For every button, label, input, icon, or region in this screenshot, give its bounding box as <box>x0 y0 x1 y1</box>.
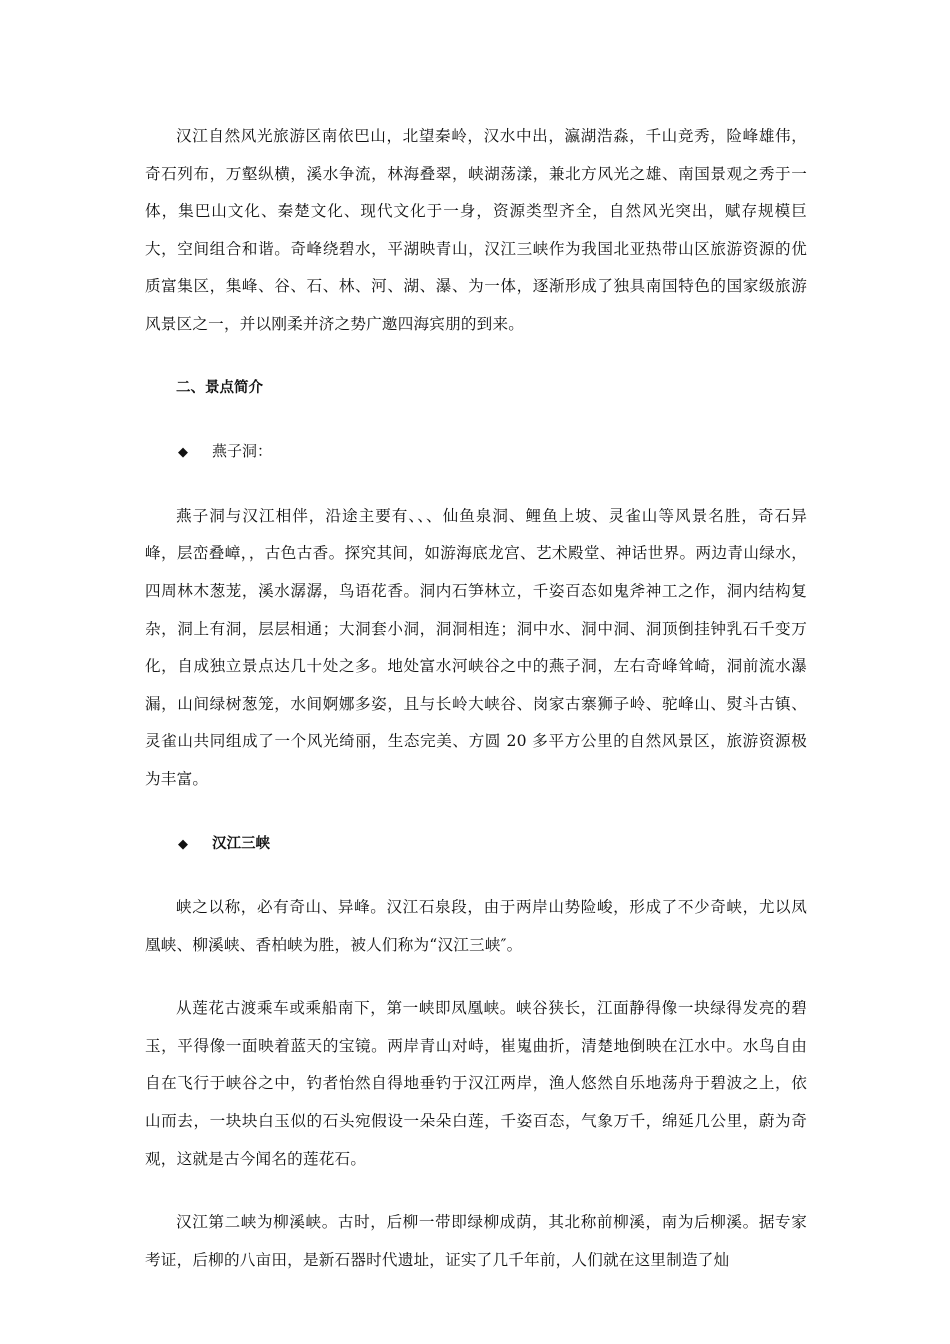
paragraph-sanxia-intro: 峡之以称，必有奇山、异峰。汉江石泉段，由于两岸山势险峻，形成了不少奇峡，尤以凤凰峡、柳溪峡、香柏峡为胜，被人们称为“汉江三峡″。 <box>145 898 807 954</box>
diamond-bullet-icon: ◆ <box>178 836 188 852</box>
diamond-bullet-icon: ◆ <box>178 445 188 461</box>
paragraph-first-gorge: 从莲花古渡乘车或乘船南下，第一峡即凤凰峡。峡谷狭长，江面静得像一块绿得发亮的碧玉，平得像一面映着蓝天的宝镜。两岸青山对峙，崔嵬曲折，清楚地倒映在江水中。水鸟自由自在飞行于峡谷之中，钓者怡然自得地垂钓于汉江两岸，渔人悠然自乐地荡舟于碧波之上，依山而去，一块块白玉似的石头宛假设一朵朵白莲，千姿百态，气象万千，绵延几公里，蔚为奇观，这就是古今闻名的莲花石。 <box>145 999 807 1168</box>
spacer <box>145 472 807 498</box>
paragraph-second-gorge: 汉江第二峡为柳溪峡。古时，后柳一带即绿柳成荫，其北称前柳溪，南为后柳溪。据专家考证，后柳的八亩田，是新石器时代遗址，证实了几千年前，人们就在这里制造了灿 <box>145 1213 807 1269</box>
paragraph-yanzidong: 燕子洞与汉江相伴，沿途主要有、、、仙鱼泉洞、鲤鱼上坡、灵雀山等风景名胜，奇石异峰，层峦叠嶂，，古色古香。探究其间，如游海底龙宫、艺术殿堂、神话世界。两边青山绿水，四周林木葱茏，溪水潺潺，鸟语花香。洞内石笋林立，千姿百态如鬼斧神工之作，洞内结构复杂，洞上有洞，层层相通；大洞套小洞，洞洞相连；洞中水、洞中洞、洞顶倒挂钟乳石千变万化，自成独立景点达几十处之多。地处富水河峡谷之中的燕子洞，左右奇峰耸崎，洞前流水瀑漏，山间绿树葱笼，水间婀娜多姿，且与长岭大峡谷、岗家古寨狮子岭、驼峰山、熨斗古镇、灵雀山共同组成了一个风光绮丽，生态完美、方圆 20 多平方公里的自然风景区，旅游资源极为丰富。 <box>145 506 807 788</box>
section-heading: 二、景点简介 <box>176 379 263 396</box>
paragraph-intro: 汉江自然风光旅游区南依巴山，北望秦岭，汉水中出，瀛湖浩淼，千山竞秀，险峰雄伟，奇石列布，万壑纵横，溪水争流，林海叠翠，峡湖荡漾，兼北方风光之雄、南国景观之秀于一体，集巴山文化、秦楚文化、现代文化于一身，资源类型齐全，自然风光突出，赋存规模巨大，空间组合和谐。奇峰绕碧水，平湖映青山，汉江三峡作为我国北亚热带山区旅游资源的优质富集区，集峰、谷、石、林、河、湖、瀑、为一体，逐渐形成了独具南国特色的国家级旅游风景区之一，并以刚柔并济之势广邀四海宾朋的到来。 <box>145 127 807 333</box>
spacer <box>145 344 807 370</box>
spacer <box>145 964 807 990</box>
spacer <box>145 407 807 433</box>
bullet-label: 汉江三峡 <box>212 835 270 852</box>
spacer <box>145 799 807 825</box>
document-body <box>145 118 807 1279</box>
spacer <box>145 1178 807 1204</box>
spacer <box>145 863 807 889</box>
bullet-sanxia <box>145 825 807 864</box>
bullet-label: 燕子洞： <box>212 442 273 461</box>
bullet-yanzidong <box>145 433 807 472</box>
